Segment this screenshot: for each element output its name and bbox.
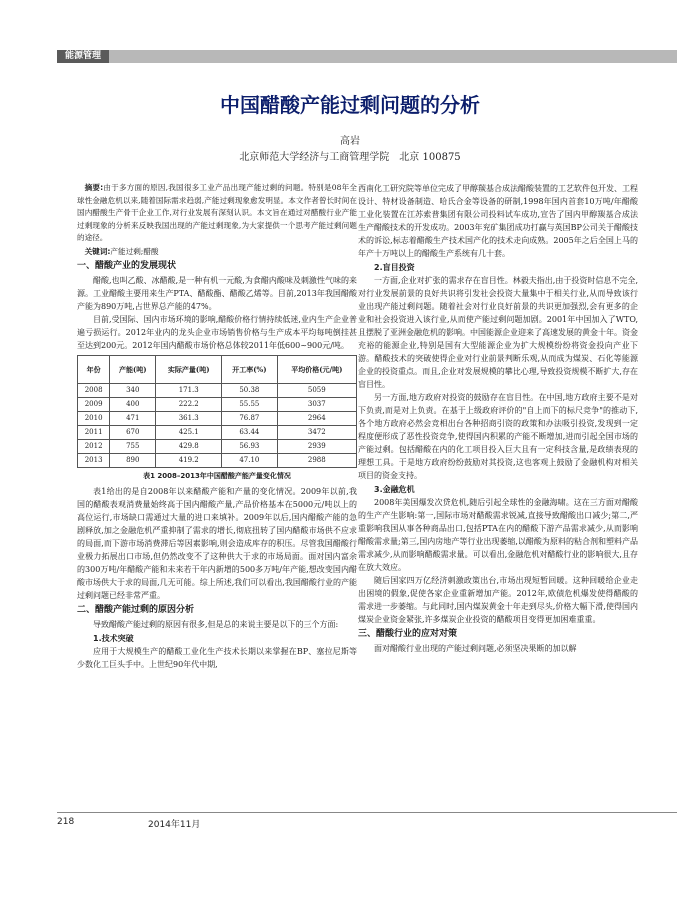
- paragraph-continued: 西南化工研究院等单位完成了甲醇羰基合成法醋酸装置的工艺软件包开发、工程设计、特材设备制造、哈氏合金等设备的研制,1998年国内首套10万吨/年醋酸工业化装置在江苏索普集团有限公司投料试车成功,宣告了国内甲醇羰基合成法生产醋酸技术的开发成功。2003年兖矿集团成功打赢与英国BP公司关于醋酸技术的诉讼,标志着醋酸生产技术国产化的技术走向成熟。2005年之后全国上马的年产十万吨以上的醋酸生产系统有几十套。: [358, 184, 638, 258]
- table-cell: 47.10: [222, 453, 277, 467]
- table-header-cell: 实际产量(吨): [156, 355, 222, 383]
- table-cell: 2008: [78, 383, 110, 397]
- keywords: [77, 245, 357, 258]
- table-cell: 63.44: [222, 425, 277, 439]
- table-cell: 55.55: [222, 397, 277, 411]
- section-heading-2: 二、醋酸产能过剩的原因分析: [77, 604, 195, 615]
- issue-date: 2014年11月: [148, 820, 201, 830]
- table-header-cell: 开工率(%): [222, 355, 277, 383]
- abstract: [77, 182, 357, 245]
- table-cell: 400: [110, 397, 156, 411]
- table-cell: 2988: [277, 453, 356, 467]
- table-cell: 5059: [277, 383, 356, 397]
- table-row: [78, 425, 357, 439]
- table-cell: 670: [110, 425, 156, 439]
- abstract-label: 摘要:: [84, 183, 104, 192]
- table-cell: 2964: [277, 411, 356, 425]
- table-cell: 890: [110, 453, 156, 467]
- table-row: [78, 397, 357, 411]
- table-cell: 222.2: [156, 397, 222, 411]
- table-cell: 76.87: [222, 411, 277, 425]
- left-column: [77, 182, 357, 671]
- table-cell: 361.3: [156, 411, 222, 425]
- table-cell: 2010: [78, 411, 110, 425]
- abstract-text: 由于多方面的原因,我国很多工业产品出现产能过剩的问题。特别是08年全球性金融危机以来,随着国际需求趋弱,产能过剩现象愈发明显。本文作者曾长时间在国内醋酸生产骨干企业工作,对行业发展有深刻认识。本文旨在通过对醋酸行业产能过剩现象的分析来反映我国出现的产能过剩现象,为大家提供一个思考产能过剩问题的途径。: [77, 183, 357, 242]
- paragraph: 导致醋酸产能过剩的原因有很多,但是总的来说主要是以下的三个方面:: [93, 619, 339, 629]
- paragraph: 醋酸,也叫乙酸、冰醋酸,是一种有机一元酸,为食醋内酸味及刺激性气味的来源。工业醋酸主要用来生产PTA、醋酸酯、醋酸乙烯等。目前,2013年我国醋酸产能为890万吨,占世界总产能的47%。: [77, 275, 357, 311]
- affiliation: 北京师范大学经济与工商管理学院 北京 100875: [239, 152, 461, 163]
- table-header-row: [78, 355, 357, 383]
- paragraph: 2008年美国爆发次贷危机,随后引起全球性的金融海啸。这在三方面对醋酸的生产产生影响:第一,国际市场对醋酸需求锐减,直接导致醋酸出口减少;第二,严重影响我国从事各种商品出口,包括PTA在内的醋酸下游产品需求减少,从而影响醋酸需求量;第三,国内房地产等行业出现萎缩,以醋酸为原料的粘合剂和塑料产品需求减少,从而影响醋酸需求量。可以看出,金融危机对醋酸行业的影响很大,且存在放大效应。: [358, 498, 638, 572]
- table-cell: 340: [110, 383, 156, 397]
- paragraph: 另一方面,地方政府对投资的鼓励存在盲目性。在中国,地方政府主要不是对下负责,而是对上负责。在基于上级政府评价的"自上而下的标尺竞争"的推动下,各个地方政府必然会竞相出台各种招商引资的政策和办法吸引投资,发现到一定程度便形成了恶性投资竞争,使得国内积累的产能不断增加,进而引起全国市场的产能过剩。包括醋酸在内的化工项目投入巨大且有一定科技含量,是政绩表现的理想工具。于是地方政府纷纷鼓励对其投资,这也客观上鼓励了金融机构对相关项目的资金支持。: [358, 393, 638, 480]
- table-cell: 2939: [277, 439, 356, 453]
- table-cell: 171.3: [156, 383, 222, 397]
- paragraph: 面对醋酸行业出现的产能过剩问题,必须坚决果断的加以解: [374, 644, 577, 653]
- table-cell: 2012: [78, 439, 110, 453]
- section-heading-3: 三、醋酸行业的应对对策: [358, 629, 458, 639]
- paragraph: 表1给出的是自2008年以来醋酸产能和产量的变化情况。2009年以前,我国的醋酸表观消费量始终高于国内醋酸产量,产品价格基本在5000元/吨以上的高位运行,市场缺口需通过大量的进口来填补。2009年以后,国内醋酸产能的急剧释放,加之金融危机严重抑制了需求的增长,彻底扭转了国内醋酸市场供不应求的局面,而下游市场消费滞后等因素影响,则会造成库存的积压。尽管我国醋酸行业极力拓展出口市场,但仍然改变不了这种供大于求的市场局面。面对国内富余的300万吨/年醋酸产能和未来若干年内新增的500多万吨/年产能,想改变国内醋酸市场供大于求的局面,几无可能。综上所述,我们可以看出,我国醋酸行业的产能过剩问题已经非常严重。: [77, 486, 357, 600]
- table-row: [78, 411, 357, 425]
- subsection-heading: 3.金融危机: [374, 485, 415, 494]
- author: 高岩: [340, 136, 360, 147]
- table-header-cell: 产能(吨): [110, 355, 156, 383]
- right-column: [358, 182, 638, 655]
- table-header-cell: 年份: [78, 355, 110, 383]
- table-body: [78, 383, 357, 467]
- table-row: [78, 439, 357, 453]
- footer-rule: [57, 812, 677, 813]
- table-row: [78, 453, 357, 467]
- capacity-table: [77, 355, 357, 468]
- paragraph: 目前,受国际、国内市场环境的影响,醋酸价格行情持续低迷,业内生产企业普遍亏损运行。2012年业内的龙头企业市场销售价格与生产成本平均每吨倒挂甚至达到200元。2012年国内醋酸市场价格总体较2011年低600~900元/吨。: [77, 314, 357, 350]
- page-number: 218: [57, 817, 75, 827]
- header-bar: [57, 50, 677, 63]
- table-header-cell: 平均价格(元/吨): [277, 355, 356, 383]
- keywords-text: 产能过剩;醋酸: [110, 246, 159, 256]
- table-cell: 419.2: [156, 453, 222, 467]
- paragraph: 随后国家四万亿经济刺激政策出台,市场出现短暂回暖。这种回暖给企业走出困境的假象,促使各家企业重新增加产能。2012年,欧债危机爆发使得醋酸的需求进一步萎缩。与此同时,国内煤炭黄金十年走到尽头,价格大幅下滑,使得国内煤炭企业资金紧张,许多煤炭企业投资的醋酸项目变得更加困难重重。: [358, 576, 638, 624]
- table-cell: 425.1: [156, 425, 222, 439]
- table-cell: 2009: [78, 397, 110, 411]
- table-cell: 3037: [277, 397, 356, 411]
- table-cell: 3472: [277, 425, 356, 439]
- paragraph: 应用于大规模生产的醋酸工业化生产技术长期以来掌握在BP、塞拉尼斯等少数化工巨头手中。上世纪90年代中期,: [77, 646, 357, 669]
- table-cell: 2013: [78, 453, 110, 467]
- table-caption: 表1 2008–2013年中国醋酸产能产量变化情况: [143, 471, 291, 480]
- section-heading-1: 一、醋酸产业的发展现状: [77, 260, 177, 271]
- paragraph: 一方面,企业对扩张的需求存在盲目性。林毅夫指出,由于投资时信息不完全,对行业发展前景的良好共识将引发社会投资大量集中于相关行业,从而导致该行业出现产能过剩问题。随着社会对行业良好前景的共识更加强烈,会有更多的企业和社会投资进入该行业,从而使产能过剩问题加剧。2001年中国加入了WTO,且摆脱了亚洲金融危机的影响。中国能源企业迎来了高速发展的黄金十年。资金充裕的能源企业,特别是国有大型能源企业为扩大规模纷纷将资金投向产业下游。醋酸技术的突破使得企业对行业前景判断乐观,从而成为煤炭、石化等能源企业的投资重点。而且,企业对发展规模的攀比心理,导致投资规模不断扩大,存在盲目性。: [358, 276, 638, 389]
- table-row: [78, 383, 357, 397]
- subsection-heading: 2.盲目投资: [374, 263, 415, 272]
- table-cell: 429.8: [156, 439, 222, 453]
- subsection-heading: 1.技术突破: [93, 633, 134, 643]
- section-tag: 能源管理: [57, 50, 109, 63]
- article-title: 中国醋酸产能过剩问题的分析: [220, 93, 480, 117]
- table-cell: 50.38: [222, 383, 277, 397]
- table-cell: 2011: [78, 425, 110, 439]
- table-cell: 56.93: [222, 439, 277, 453]
- table-cell: 755: [110, 439, 156, 453]
- table-cell: 471: [110, 411, 156, 425]
- keywords-label: 关键词:: [84, 246, 111, 256]
